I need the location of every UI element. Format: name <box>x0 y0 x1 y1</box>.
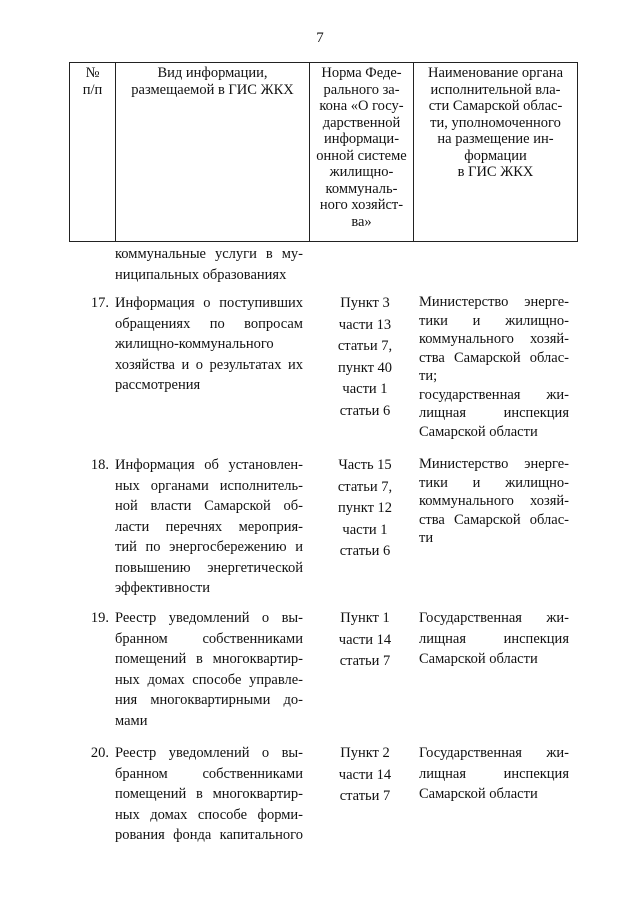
row-description <box>115 743 303 846</box>
header-col-norm-line: жилищно- <box>329 164 394 180</box>
row-authority <box>419 455 569 548</box>
description-line: повышению энергетической <box>115 559 303 576</box>
description-line: бранном собственниками <box>115 630 303 647</box>
authority-line: лищная инспекция <box>419 630 569 647</box>
norm-line: статьи 7 <box>339 788 391 804</box>
row-authority <box>419 293 569 441</box>
header-col-org-line: на размещение ин- <box>437 131 554 147</box>
description-line: ниципальных образованиях <box>115 266 287 283</box>
description-line: коммунальные услуги в му- <box>115 246 303 262</box>
norm-line: части 13 <box>338 316 392 333</box>
authority-line: тики и жилищно- <box>419 312 569 329</box>
row-number: 20. <box>90 745 109 761</box>
norm-line: статьи 6 <box>339 402 391 419</box>
norm-line: части 14 <box>338 766 392 783</box>
description-line: помещений в многоквартир- <box>115 651 303 667</box>
header-col-info-line: размещаемой в ГИС ЖКХ <box>131 81 294 98</box>
row-description <box>115 455 303 599</box>
authority-line: ства Самарской облас- <box>419 349 569 366</box>
row-number: 17. <box>90 295 109 311</box>
header-col-norm-line: Норма Феде- <box>321 65 402 81</box>
header-col-norm-line: дарственной <box>322 114 401 131</box>
row-law-norm <box>321 293 409 422</box>
row-description <box>115 244 303 285</box>
header-col-org-line: Наименование органа <box>427 65 564 81</box>
row-law-norm <box>321 608 409 673</box>
header-col-norm-line: онной системе <box>316 147 407 164</box>
header-col-authority <box>414 63 578 242</box>
table-header <box>69 62 578 242</box>
norm-line: Пункт 3 <box>340 295 390 311</box>
norm-line: части 14 <box>338 631 392 648</box>
header-col-org-line: ти, уполномоченного <box>430 114 561 131</box>
description-line: тий по энергосбережению и <box>115 539 303 555</box>
header-col-norm-line: коммуналь- <box>325 180 398 197</box>
row-number: 19. <box>90 610 109 626</box>
header-col-norm-line: ва» <box>351 213 372 230</box>
header-col-norm-line: ного хозяйст- <box>319 197 404 213</box>
description-line: ных домах способе управле- <box>115 671 303 688</box>
page-number: 7 <box>316 30 324 46</box>
description-line: рассмотрения <box>115 377 201 393</box>
header-col-org-line: формации <box>464 147 527 164</box>
description-line: ных домах способе форми- <box>115 806 303 823</box>
authority-line: Министерство энерге- <box>419 294 569 310</box>
description-line: Реестр уведомлений о вы- <box>115 610 303 626</box>
description-line: жилищно-коммунального <box>115 336 274 352</box>
header-col-org-line: сти Самарской облас- <box>428 98 563 114</box>
norm-line: статьи 7, <box>337 338 393 354</box>
row-law-norm <box>321 455 409 563</box>
row-description <box>115 608 303 731</box>
header-col-number-line: № <box>85 65 100 81</box>
description-line: ласти перечнях мероприя- <box>115 518 303 535</box>
authority-line: Самарской области <box>419 651 538 667</box>
description-line: Информация о поступивших <box>115 295 303 311</box>
authority-line: Государственная жи- <box>419 610 569 626</box>
row-authority <box>419 608 569 670</box>
description-line: ных органами исполнитель- <box>115 477 303 494</box>
norm-line: части 1 <box>342 521 388 538</box>
description-line: помещений в многоквартир- <box>115 786 303 802</box>
description-line: Информация об установлен- <box>115 457 303 473</box>
norm-line: статьи 7 <box>339 653 391 669</box>
authority-line: лищная инспекция <box>419 405 569 421</box>
header-col-number-line: п/п <box>82 81 103 98</box>
description-line: мами <box>115 712 148 729</box>
header-col-number <box>70 63 116 242</box>
description-line: Реестр уведомлений о вы- <box>115 745 303 761</box>
authority-line: Самарской области <box>419 423 538 440</box>
header-col-norm-line: рального за- <box>323 81 400 98</box>
authority-line: коммунального хозяй- <box>419 493 569 509</box>
description-line: рования фонда капитального <box>115 827 303 843</box>
norm-line: Часть 15 <box>338 457 392 473</box>
authority-line: Самарской области <box>419 786 538 802</box>
header-col-org-line: в ГИС ЖКХ <box>457 164 534 180</box>
authority-line: государственная жи- <box>419 386 569 403</box>
authority-line: ти <box>419 530 434 546</box>
authority-line: Министерство энерге- <box>419 456 569 472</box>
norm-line: Пункт 1 <box>340 610 390 626</box>
header-col-info-type <box>116 63 310 242</box>
authority-line: ти; <box>419 368 438 384</box>
description-line: обращениях по вопросам <box>115 315 303 332</box>
norm-line: Пункт 2 <box>340 745 390 761</box>
header-col-info-line: Вид информации, <box>157 65 268 81</box>
row-authority <box>419 743 569 805</box>
norm-line: пункт 12 <box>337 500 393 516</box>
header-col-norm-line: кона «О госу- <box>319 98 404 114</box>
header-col-org-line: исполнительной вла- <box>430 81 561 98</box>
row-number: 18. <box>90 457 109 473</box>
authority-line: коммунального хозяй- <box>419 331 569 347</box>
norm-line: пункт 40 <box>337 359 393 376</box>
description-line: ния многоквартирными до- <box>115 692 303 708</box>
description-line: бранном собственниками <box>115 765 303 782</box>
authority-line: лищная инспекция <box>419 765 569 782</box>
row-law-norm <box>321 743 409 808</box>
authority-line: ства Самарской облас- <box>419 511 569 528</box>
norm-line: статьи 7, <box>337 478 393 495</box>
norm-line: части 1 <box>342 381 388 397</box>
norm-line: статьи 6 <box>339 543 391 559</box>
authority-line: тики и жилищно- <box>419 474 569 491</box>
authority-line: Государственная жи- <box>419 745 569 761</box>
description-line: хозяйства и о результатах их <box>115 356 303 373</box>
header-col-law-norm <box>310 63 414 242</box>
description-line: ной власти Самарской об- <box>115 498 303 514</box>
header-col-norm-line: информаци- <box>323 131 400 147</box>
row-description <box>115 293 303 396</box>
description-line: эффективности <box>115 580 210 596</box>
